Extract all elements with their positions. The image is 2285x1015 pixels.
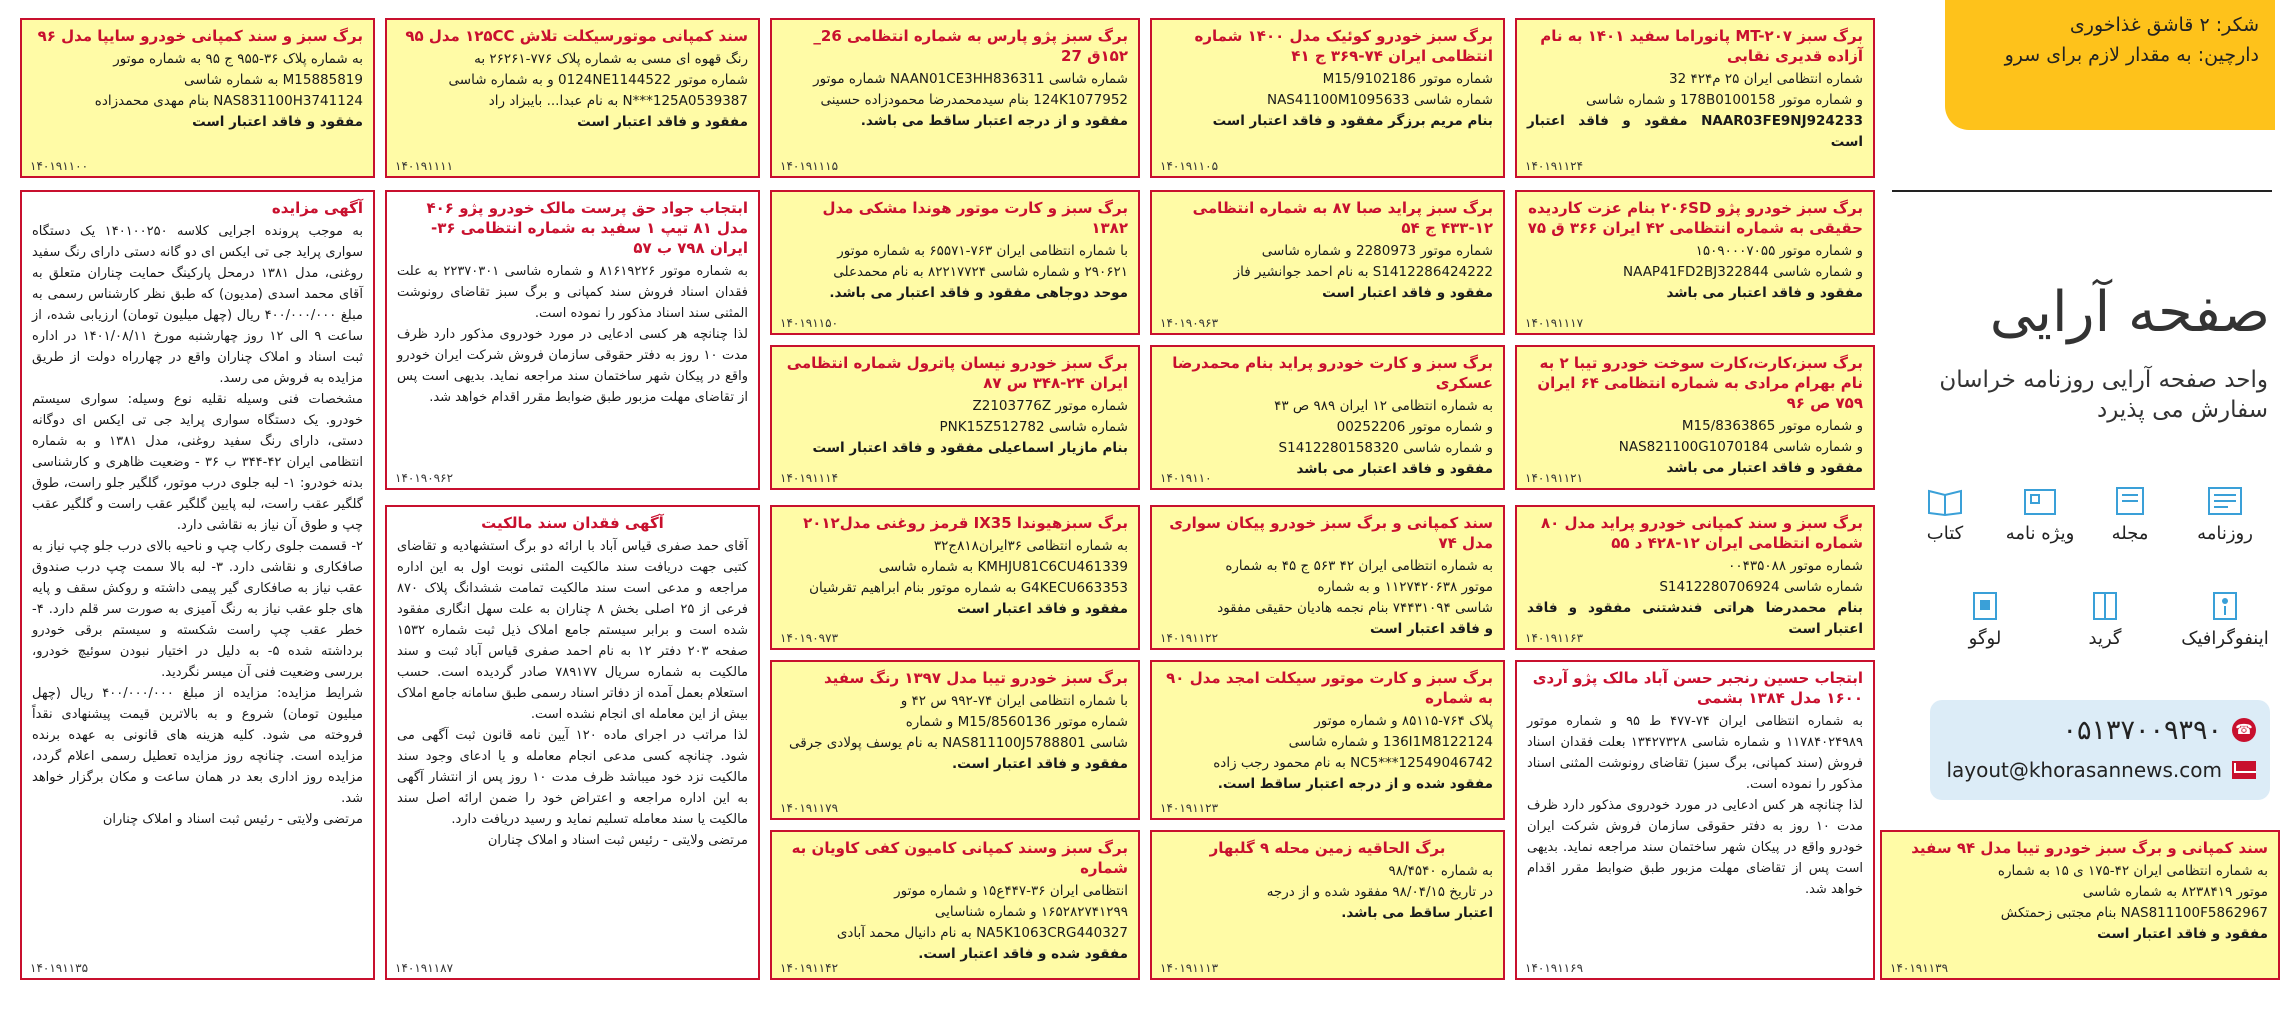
ad-title: آگهی فقدان سند مالکیت (481, 514, 664, 532)
ad-line: G4KECU663353 به شماره موتور بنام ابراهیم تقرشیان (809, 580, 1128, 596)
ad-line: و شماره موتور 00252206 (1336, 419, 1493, 435)
ad-title: برگ سبز خودرو نیسان پاترول شماره انتظامی ایران ۲۴-۳۴۸ س ۸۷ (786, 354, 1128, 392)
ad-line: پلاک ۷۶۴-۸۵۱۱۵ و شماره موتور (1314, 713, 1493, 729)
ad-title: ابتجاب جواد حق پرست مالک خودرو پژو ۴۰۶ مدل ۸۱ تیپ ۱ سفید به شماره انتظامی ۳۶-ایران ۷۹۸ ب ۵۷ (426, 199, 748, 257)
ad-line: موحد دوجاهی مفقود و فاقد اعتبار می باشد. (829, 285, 1128, 301)
ad-code: ۱۴۰۱۹۱۱۷۹ (780, 801, 839, 815)
ad-title: آگهی مزایده (271, 199, 363, 217)
ad-line: و شماره موتور M15/8363865 (1681, 418, 1863, 434)
phone-row (1944, 710, 2256, 750)
ad-title: برگ سبز و کارت موتور سیکلت امجد مدل ۹۰ به شماره (1166, 669, 1493, 707)
ad-line: مفقود و فاقد اعتبار می باشد (1666, 285, 1863, 301)
classified-ad (385, 505, 760, 980)
classified-ad (1880, 830, 2280, 980)
ad-line: و شماره شاسی S1412280158320 (1278, 440, 1493, 456)
ad-title: سند کمپانی موتورسیکلت تلاش ۱۲۵CC مدل ۹۵ (405, 27, 748, 45)
ad-code: ۱۴۰۱۹۱۱۱۳ (1160, 961, 1219, 975)
ad-code: ۱۴۰۱۹۱۱۲۱ (1525, 471, 1584, 485)
ad-line: بنام مازیار اسماعیلی مفقود و فاقد اعتبار است (812, 440, 1128, 456)
email-address[interactable]: layout@khorasannews.com (1946, 758, 2222, 782)
service-infographic (2180, 590, 2270, 649)
newspaper-icon (2206, 485, 2244, 517)
ad-line: مفقود و فاقد اعتبار است (2097, 926, 2268, 942)
divider (1892, 190, 2272, 192)
service-book (1900, 485, 1990, 544)
ad-line: آقای حمد صفری قیاس آباد با ارائه دو برگ استشهادیه و تقاضای کتبی جهت دریافت سند مالکیت المثنی نوبت اول به این اداره مراجعه و مدعی است سند مالکیت تمامت ششدانگ پلاک ۸۷۰ فرعی از ۲۵ اصلی بخش ۸ چناران به علت سهل انگاری مفقود شده است و برابر سیستم جامع املاک ذیل ثبت شماره ۱۵۳۲ صفحه ۲۰۳ دفتر ۱۲ به نام احمد صفری قیاس آباد ثبت و سند مالکیت به شماره سریال ۷۸۹۱۷۷ صادر گردیده است. حسب استعلام بعمل آمده از دفاتر اسناد رسمی طبق سامانه جامع املاک بیش از این معامله ای انجام نشده است. (397, 539, 748, 722)
ad-line: S1412286424222 به نام احمد جوانشیر فاز (1233, 264, 1493, 280)
ad-line: به شماره انتظامی ایران ۴۲-۱۷۵ ی ۱۵ به شماره (1997, 863, 2268, 879)
ad-line: شماره شاسی S1412280706924 (1659, 579, 1863, 595)
service-grid (2060, 590, 2150, 649)
service-magazine (2085, 485, 2175, 544)
ad-line: بنام مریم برزگر مفقود و فاقد اعتبار است (1212, 113, 1493, 129)
ad-title: برگ سبز خودرو تیبا مدل ۱۳۹۷ رنگ سفید (823, 669, 1128, 687)
ad-line: و فاقد اعتبار است (1370, 621, 1493, 637)
ad-line: شماره انتظامی ایران ۲۵ م۴۲۴ 32 (1669, 71, 1863, 87)
ad-line: شماره شاسی NAS41100M1095633 (1266, 92, 1493, 108)
contact-box (1930, 700, 2270, 800)
ad-line: و شماره شاسی NAS821100G1070184 (1618, 439, 1863, 455)
ad-line: NAS811100F5862967 بنام مجتبی زحمتکش (2000, 905, 2268, 921)
classified-ad (770, 18, 1140, 178)
ad-line: شاسی ۷۴۴۳۱۰۹۴ بنام نجمه هادیان حقیقی مفقود (1217, 600, 1493, 616)
ad-code: ۱۴۰۱۹۱۱۱۵ (780, 159, 839, 173)
classified-ad (1150, 505, 1505, 650)
ad-line: NA5K1063CRG440327 به نام دانیال محمد آبادی (836, 925, 1128, 941)
ad-code: ۱۴۰۱۹۱۱۵۰ (780, 316, 839, 330)
ad-title: برگ سبز و سند کمپانی خودرو پراید مدل ۸۰ شماره انتظامی ایران ۱۲-۴۲۸ د ۵۵ (1540, 514, 1863, 552)
ad-line: شماره موتور ۰۰۴۳۵۰۸۸ (1728, 558, 1863, 574)
ad-title: برگ سبز و سند کمپانی خودرو سایپا مدل ۹۶ (37, 27, 363, 45)
ad-line: شماره موتور M15/9102186 (1322, 71, 1493, 87)
classified-ad (1515, 18, 1875, 178)
ad-line: لذا چنانچه هر کس ادعایی در مورد خودروی مذکور دارد ظرف مدت ۱۰ روز به دفتر حقوقی سازمان فروش شرکت ایران خودرو واقع در پیکان شهر ساختمان سند مراجعه نماید. بدیهی است پس از تقاضای مهلت مزبور طبق ضوابط مقرر اقدام خواهد شد. (1527, 798, 1863, 897)
email-row (1944, 750, 2256, 790)
ad-title: برگ سبزهیوندا IX35 قرمز روغنی مدل۲۰۱۲ (803, 514, 1128, 532)
ad-line: مفقود و فاقد اعتبار است (577, 114, 748, 130)
ad-line: به شماره پلاک ۳۶-۹۵۵ ج ۹۵ به شماره موتور (113, 51, 363, 67)
book-icon (1926, 485, 1964, 517)
ad-line: رنگ قهوه ای مسی به شماره پلاک ۷۷۶-۲۶۲۶۱ به (474, 51, 748, 67)
ad-line: و شماره موتور 178B0100158 و شماره شاسی (1585, 92, 1863, 108)
service-label: گرید (2088, 628, 2122, 649)
ad-code: ۱۴۰۱۹۰۹۶۲ (395, 471, 454, 485)
phone-number[interactable]: ۰۵۱۳۷۰۰۹۳۹۰ (2062, 714, 2222, 746)
special-edition-icon (2021, 485, 2059, 517)
ad-line: مفقود و فاقد اعتبار است. (952, 756, 1128, 772)
ad-line: مشخصات فنی وسیله نقلیه نوع وسیله: سواری سیستم خودرو. یک دستگاه سواری پراید جی تی ایکس ای دوگانه دستی، دارای رنگ سفید روغنی، مدل ۱۳۸۱ و به شماره انتظامی ایران ۴۲-۳۴۴ ب ۳۶ - وضعیت ظاهری و کارشناسی بدنه خودرو: ۱- لبه جلوی درب موتور، گلگیر جلو راست، طوق گلگیر عقب راست، لبه پایین گلگیر عقب راست و گلگیر عقب چپ و طوق آن نیاز به نقاشی دارد. (32, 392, 364, 533)
classified-ad (1150, 660, 1505, 820)
ad-code: ۱۴۰۱۹۱۱۲۲ (1160, 631, 1219, 645)
ad-line: بنام محمدرضا هراتی فندشتنی مفقود و فاقد اعتبار است (1527, 600, 1863, 637)
recipe-line: دارچین: به مقدار لازم برای سرو (2004, 44, 2259, 66)
service-label: ویژه نامه (2005, 523, 2075, 544)
ad-title: برگ سبز MT-۲۰۷ پانوراما سفید ۱۴۰۱ به نام آزاده قدیری نقابی (1540, 27, 1863, 65)
ad-line: شماره شاسی NAAN01CE3HH836311 شماره موتور (813, 71, 1128, 87)
ad-line: KMHJU81C6CU461339 به شماره شاسی (878, 559, 1128, 575)
ad-line: به شماره انتظامی ۳۶ایران۸۱۸ج۳۲ (933, 538, 1128, 554)
ad-line: N***125A0539387 به نام عبدا... بایبزاد راد (488, 93, 748, 109)
recipe-line: شکر: ۲ قاشق غذاخوری (2069, 14, 2259, 36)
classified-ad (20, 18, 375, 178)
ad-title: ابتجاب حسین رنجبر حسن آباد مالک پژو آردی ۱۶۰۰ مدل ۱۳۸۴ بشمی (1532, 669, 1863, 707)
ad-line: NAS831100H3741124 بنام مهدی محمدزاده (94, 93, 363, 109)
classified-ad (1150, 190, 1505, 335)
ad-line: مفقود و فاقد اعتبار می باشد (1296, 461, 1493, 477)
ad-line: مفقود و فاقد اعتبار است (957, 601, 1128, 617)
service-label: اینفوگرافیک (2181, 628, 2269, 649)
classified-ad (770, 830, 1140, 980)
ad-line: لذا چنانچه هر کسی ادعایی در مورد خودروی مذکور دارد ظرف مدت ۱۰ روز به دفتر حقوقی سازمان فروش شرکت ایران خودرو واقع در پیکان شهر ساختمان سند مراجعه نماید. بدیهی است پس از تقاضای مهلت مزبور طبق ضوابط مقرر اقدام خواهد شد. (397, 327, 748, 405)
ad-line: شماره موتور Z2103776Z (972, 398, 1128, 414)
ad-line: مفقود و فاقد اعتبار است (192, 114, 363, 130)
ad-title: برگ سبز و کارت موتور هوندا مشکی مدل ۱۳۸۲ (822, 199, 1128, 237)
ad-code: ۱۴۰۱۹۰۹۶۳ (1160, 316, 1219, 330)
service-label: لوگو (1968, 628, 2002, 649)
classified-ad (770, 660, 1140, 820)
ad-code: ۱۴۰۱۹۰۹۷۳ (780, 631, 839, 645)
phone-icon: ☎ (2232, 718, 2256, 742)
ad-title: برگ سبز وسند کمپانی کامیون کفی کاویان به شماره (791, 839, 1128, 877)
ad-title: برگ سبز خودرو پژو ۲۰۶SD بنام عزت کاردیده حقیقی به شماره انتظامی ۴۲ ایران ۳۶۶ ق ۷۵ (1527, 199, 1863, 237)
ad-code: ۱۴۰۱۹۱۱۱۱ (395, 159, 454, 173)
ad-code: ۱۴۰۱۹۱۱۳۹ (1890, 961, 1949, 975)
service-label: روزنامه (2197, 523, 2253, 544)
classified-ad (1515, 505, 1875, 650)
ad-line: موتور ۱۱۲۷۴۲۰۶۳۸ و به شماره (1317, 579, 1493, 595)
logo-icon (1966, 590, 2004, 622)
ad-line: با شماره انتظامی ایران ۷۶۳-۶۵۵۷۱ به شماره موتور (837, 243, 1128, 259)
ad-code: ۱۴۰۱۹۱۱۲۴ (1525, 159, 1584, 173)
service-special-edition (1995, 485, 2085, 544)
ad-line: ۲- قسمت جلوی رکاب چپ و ناحیه بالای درب جلو چپ نیاز به صافکاری و نقاشی دارد. ۳- لبه بالا سمت چپ درب صندوق عقب نیاز به صافکاری گیر پیمی داشته و روکش سقف و پایه های جلو عقب نیاز به رنگ آمیزی به صورت سر قلم دارد. ۴- خطر عقب چپ راست شکسته و سیستم برقی خودرو برداشته شده ۵- به دلیل در اختیار نبودن سوئیچ خودرو، بررسی وضعیت فنی آن میسر نگردید. (32, 539, 363, 680)
classified-ad (1515, 190, 1875, 335)
ad-line: به شماره موتور ۸۱۶۱۹۲۲۶ و شماره شاسی ۲۲۳۷۰۳۰۱ به علت فقدان اسناد فروش سند کمپانی و برگ سبز تقاضای رونوشت المثنی سند اسناد مذکور را نموده است. (397, 264, 748, 321)
ad-line: در تاریخ ۹۸/۰۴/۱۵ مفقود شده و از درجه (1266, 884, 1493, 900)
ad-code: ۱۴۰۱۹۱۱۰ (1160, 471, 1212, 485)
ad-line: مفقود شده و فاقد اعتبار است. (918, 946, 1128, 962)
infographic-icon (2206, 590, 2244, 622)
ad-line: ۱۶۵۲۸۲۷۴۱۲۹۹ و شماره شناسایی (934, 904, 1128, 920)
ad-line: به موجب پرونده اجرایی کلاسه ۱۴۰۱۰۰۲۵۰ یک دستگاه سواری پراید جی تی ایکس ای دو گانه دستی دارای رنگ سفید روغنی، مدل ۱۳۸۱ درمحل پارکینگ حمایت چناران متعلق به آقای محمد اسدی (مدیون) که طبق نظر کارشناس رسمی به مبلغ ۴۰۰/۰۰۰/۰۰۰ ریال (چهل میلیون تومان) ارزیابی شده، از ساعت ۹ الی ۱۲ روز چهارشنبه مورخ ۱۴۰۱/۰۸/۱۱ در اداره ثبت اسناد و املاک چناران واقع در چهارراه دولت از طریق مزایده به فروش می رسد. (32, 224, 364, 386)
ad-code: ۱۴۰۱۹۱۱۳۵ (30, 961, 89, 975)
ad-code: ۱۴۰۱۹۱۱۱۴ (780, 471, 839, 485)
classified-ad (20, 190, 375, 980)
ad-line: مفقود و فاقد اعتبار می باشد (1666, 460, 1863, 476)
promo-subtitle: واحد صفحه آرایی روزنامه خراسان سفارش می پذیرد (1939, 367, 2268, 423)
ad-title: برگ سبز و کارت خودرو پراید بنام محمدرضا عسکری (1172, 354, 1493, 392)
ad-line: به شماره انتظامی ایران ۷۴-۴۷۷ ط ۹۵ و شماره موتور ۱۱۷۸۴۰۲۴۹۸۹ و شماره شاسی ۱۳۴۲۷۳۲۸ بعلت فقدان اسناد فروش (سند کمپانی، برگ سبز) تقاضای رونوشت المثنی اسناد مذکور را نموده است. (1527, 714, 1863, 792)
ad-title: برگ الحاقیه زمین محله ۹ گلبهار (1209, 839, 1446, 857)
ad-line: شماره موتور 0124NE1144522 و به شماره شاسی (448, 72, 748, 88)
service-newspaper (2180, 485, 2270, 544)
ad-line: 136I1M8122124 و شماره شاسی (1288, 734, 1493, 750)
ad-line: شماره موتور M15/8560136 و شماره (905, 714, 1128, 730)
ad-code: ۱۴۰۱۹۱۱۶۹ (1525, 961, 1584, 975)
service-label: مجله (2111, 523, 2149, 544)
ad-title: برگ سبز پژو پارس به شماره انتظامی 26_ ۱۵۲ق 27 (813, 27, 1128, 65)
classified-ad (1150, 18, 1505, 178)
classified-ad (1515, 660, 1875, 980)
ad-code: ۱۴۰۱۹۱۱۸۷ (395, 961, 454, 975)
ad-code: ۱۴۰۱۹۱۱۴۲ (780, 961, 839, 975)
mail-icon (2232, 761, 2256, 779)
ad-line: NC5***12549046742 به نام محمود رجب زاده (1213, 755, 1493, 771)
ad-line: شماره شاسی PNK15Z512782 (939, 419, 1128, 435)
recipe-note (1945, 0, 2275, 130)
layout-promo (1880, 190, 2280, 840)
service-label: کتاب (1926, 523, 1964, 544)
ad-line: به شماره انتظامی ایران ۴۲ ۵۶۳ ج ۴۵ به شماره (1225, 558, 1493, 574)
classified-ad (1150, 830, 1505, 980)
ad-line: با شماره انتظامی ایران ۷۴-۹۹۲ س ۴۲ و (900, 693, 1128, 709)
ad-line: به شماره انتظامی ۱۲ ایران ۹۸۹ ص ۴۳ (1274, 398, 1493, 414)
ad-code: ۱۴۰۱۹۱۱۲۳ (1160, 801, 1219, 815)
ad-line: اعتبار ساقط می باشد. (1341, 905, 1493, 921)
service-logo (1940, 590, 2030, 649)
ad-code: ۱۴۰۱۹۱۱۰۵ (1160, 159, 1219, 173)
grid-icon (2086, 590, 2124, 622)
classified-ad (770, 505, 1140, 650)
ad-line: و شماره موتور ۱۵۰۹۰۰۰۷۰۵۵ (1695, 243, 1863, 259)
ad-line: M15885819 به شماره شاسی (183, 72, 363, 88)
ad-title: سند کمپانی و برگ سبز خودرو تیبا مدل ۹۴ سفید (1911, 839, 2268, 857)
ad-line: به شماره ۹۸/۴۵۴۰ (1388, 863, 1493, 879)
ad-line: ۲۹۰۶۲۱ و شماره شاسی ۸۲۲۱۷۷۲۴ به نام محمدعلی (833, 264, 1128, 280)
magazine-icon (2111, 485, 2149, 517)
ad-line: شاسی NAS811100J5788801 به نام یوسف پولادی جرقی (788, 735, 1128, 751)
ad-code: ۱۴۰۱۹۱۱۶۳ (1525, 631, 1584, 645)
ad-line: مرتضی ولایتی - رئیس ثبت اسناد و املاک چناران (102, 812, 363, 827)
ad-code: ۱۴۰۱۹۱۱۱۷ (1525, 316, 1584, 330)
ad-title: برگ سبز،کارت،کارت سوخت خودرو تیبا ۲ به نام بهرام مرادی به شماره انتظامی ۶۴ ایران ۷۵۹ ص ۹۶ (1537, 354, 1863, 412)
ad-line: شرایط مزایده: مزایده از مبلغ ۴۰۰/۰۰۰/۰۰۰ ریال (چهل میلیون تومان) شروع و به بالاترین قیمت پیشنهادی نقداً فروخته می شود. کلیه هزینه های قانونی به عهده برنده مزایده است. چنانچه روز مزایده تعطیل رسمی اعلام گردد، مزایده روز اداری بعد در همان ساعت و مکان برگزار خواهد شد. (32, 686, 363, 806)
ad-line: انتظامی ایران ۳۶-۴۴۷ع۱۵ و شماره موتور (894, 883, 1128, 899)
classified-ad (1515, 345, 1875, 490)
promo-title: صفحه آرایی (1989, 280, 2270, 345)
classified-ad (770, 345, 1140, 490)
ad-line: مفقود و فاقد اعتبار است (1322, 285, 1493, 301)
ad-line: شماره موتور 2280973 و شماره شاسی (1261, 243, 1493, 259)
ad-title: برگ سبز پراید صبا ۸۷ به شماره انتظامی ۱۲-۴۳۳ ج ۵۴ (1192, 199, 1493, 237)
ad-code: ۱۴۰۱۹۱۱۰۰ (30, 159, 89, 173)
ad-line: 124K1077952 بنام سیدمحمدرضا محمودزاده حسینی (820, 92, 1128, 108)
classified-ad (385, 190, 760, 490)
ad-line: موتور ۸۲۳۸۴۱۹ به شماره شاسی (2082, 884, 2268, 900)
classified-ad (770, 190, 1140, 335)
ad-line: مفقود شده و از درجه اعتبار ساقط است. (1217, 776, 1493, 792)
ad-line: NAAR03FE9NJ924233 مفقود و فاقد اعتبار است (1527, 113, 1863, 150)
ad-line: مرتضی ولایتی - رئیس ثبت اسناد و املاک چناران (487, 833, 748, 848)
classified-ad (385, 18, 760, 178)
ad-line: و شماره شاسی NAAP41FD2BJ322844 (1622, 264, 1863, 280)
ad-line: لذا مراتب در اجرای ماده ۱۲۰ آیین نامه قانون ثبت آگهی می شود. چنانچه کسی مدعی انجام معامله و یا ادعای وجود سند مالکیت نزد خود میباشد ظرف مدت ۱۰ روز پس از انتشار آگهی به این اداره مراجعه و اعتراض خود را ضمن ارائه اصل سند مالکیت یا سند معامله تسلیم نماید و رسید دریافت دارد. (397, 728, 748, 827)
ad-line: مفقود و از درجه اعتبار ساقط می باشد. (860, 113, 1128, 129)
ad-title: سند کمپانی و برگ سبز خودرو پیکان سواری مدل ۷۴ (1169, 514, 1493, 552)
classified-ad (1150, 345, 1505, 490)
ad-title: برگ سبز خودرو کوئیک مدل ۱۴۰۰ شماره انتظامی ایران ۷۴-۳۶۹ ج ۴۱ (1194, 27, 1493, 65)
